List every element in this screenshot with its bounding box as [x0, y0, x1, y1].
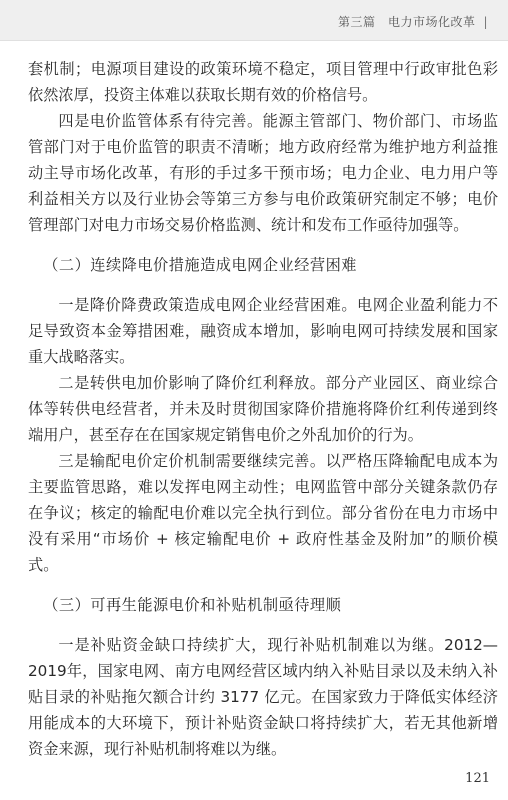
header-separator: |	[483, 15, 488, 29]
paragraph: 一是补贴资金缺口持续扩大，现行补贴机制难以为继。2012—2019年，国家电网、南方电网经营区域内纳入补贴目录以及未纳入补贴目录的补贴拖欠额合计约 3177 亿元。在国家致力于降低实体经济用能成本的大环境下，预计补贴资金缺口将持续扩大，若无其他新增资金来源，现行补贴机制将难以为继。	[28, 636, 498, 758]
section-heading-3: （三）可再生能源电价和补贴机制亟待理顺	[43, 596, 342, 614]
running-header-label	[338, 13, 488, 30]
paragraph: 一是降价降费政策造成电网企业经营困难。电网企业盈利能力不足导致资本金筹措困难，融资成本增加，影响电网可持续发展和国家重大战略落实。	[28, 296, 498, 366]
paragraph-continued: 套机制；电源项目建设的政策环境不稳定，项目管理中行政审批色彩依然浓厚，投资主体难以获取长期有效的价格信号。	[28, 60, 498, 104]
section-heading-2: （二）连续降电价措施造成电网企业经营困难	[43, 256, 357, 274]
page-body	[28, 56, 498, 762]
page-number: 121	[465, 771, 490, 786]
paragraph: 三是输配电价定价机制需要继续完善。以严格压降输配电成本为主要监管思路，难以发挥电网主动性；电网监管中部分关键条款仍存在争议；核定的输配电价难以完全执行到位。部分省份在电力市场中没有采用“市场价 + 核定输配电价 + 政府性基金及附加”的顺价模式。	[28, 452, 498, 574]
running-header	[0, 0, 508, 41]
paragraph-regulation: 四是电价监管体系有待完善。能源主管部门、物价部门、市场监管部门对于电价监管的职责不清晰；地方政府经常为维护地方利益推动主导市场化改革，有形的手过多干预市场；电力企业、电力用户等利益相关方以及行业协会等第三方参与电价政策研究制定不够；电价管理部门对电力市场交易价格监测、统计和发布工作亟待加强等。	[28, 112, 498, 234]
chapter-title: 第三篇 电力市场化改革	[337, 15, 476, 29]
paragraph: 二是转供电加价影响了降价红利释放。部分产业园区、商业综合体等转供电经营者，并未及时贯彻国家降价措施将降价红利传递到终端用户，甚至存在在国家规定销售电价之外乱加价的行为。	[28, 374, 498, 444]
